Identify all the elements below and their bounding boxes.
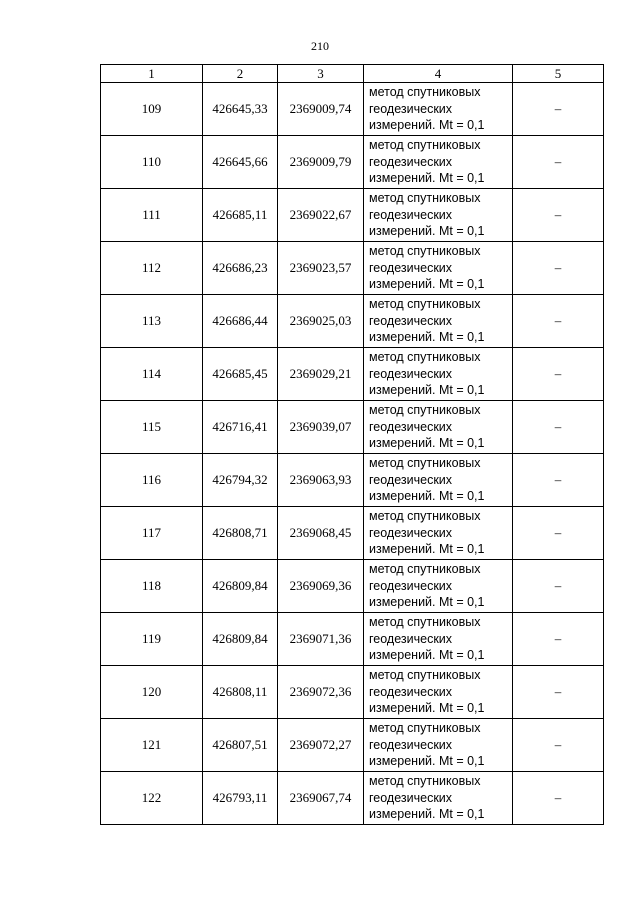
x-coordinate-cell: 426645,66 [203,136,278,189]
x-coordinate-cell: 426809,84 [203,613,278,666]
header-col-3: 3 [278,65,364,83]
header-col-5: 5 [513,65,604,83]
note-cell: – [513,295,604,348]
table-row [101,83,604,136]
x-coordinate-cell: 426794,32 [203,454,278,507]
header-col-4: 4 [364,65,513,83]
header-row [101,65,604,83]
point-number-cell: 118 [101,560,203,613]
x-coordinate-cell: 426808,11 [203,666,278,719]
y-coordinate-cell: 2369069,36 [278,560,364,613]
method-cell: метод спутниковых геодезических измерений. Mt = 0,1 [364,560,513,613]
y-coordinate-cell: 2369022,67 [278,189,364,242]
x-coordinate-cell: 426686,23 [203,242,278,295]
coordinates-table [100,64,604,825]
point-number-cell: 110 [101,136,203,189]
y-coordinate-cell: 2369071,36 [278,613,364,666]
note-cell: – [513,348,604,401]
point-number-cell: 113 [101,295,203,348]
method-cell: метод спутниковых геодезических измерений. Mt = 0,1 [364,242,513,295]
table-row [101,772,604,825]
note-cell: – [513,242,604,295]
note-cell: – [513,560,604,613]
header-col-1: 1 [101,65,203,83]
table-row [101,613,604,666]
y-coordinate-cell: 2369009,79 [278,136,364,189]
header-col-2: 2 [203,65,278,83]
note-cell: – [513,401,604,454]
point-number-cell: 122 [101,772,203,825]
method-cell: метод спутниковых геодезических измерений. Mt = 0,1 [364,772,513,825]
x-coordinate-cell: 426793,11 [203,772,278,825]
x-coordinate-cell: 426685,11 [203,189,278,242]
point-number-cell: 116 [101,454,203,507]
point-number-cell: 115 [101,401,203,454]
y-coordinate-cell: 2369023,57 [278,242,364,295]
note-cell: – [513,613,604,666]
method-cell: метод спутниковых геодезических измерений. Mt = 0,1 [364,83,513,136]
y-coordinate-cell: 2369063,93 [278,454,364,507]
x-coordinate-cell: 426645,33 [203,83,278,136]
table-row [101,560,604,613]
note-cell: – [513,83,604,136]
method-cell: метод спутниковых геодезических измерений. Mt = 0,1 [364,613,513,666]
note-cell: – [513,772,604,825]
note-cell: – [513,666,604,719]
point-number-cell: 121 [101,719,203,772]
x-coordinate-cell: 426809,84 [203,560,278,613]
method-cell: метод спутниковых геодезических измерений. Mt = 0,1 [364,666,513,719]
y-coordinate-cell: 2369068,45 [278,507,364,560]
table-row [101,666,604,719]
x-coordinate-cell: 426716,41 [203,401,278,454]
note-cell: – [513,719,604,772]
point-number-cell: 114 [101,348,203,401]
point-number-cell: 111 [101,189,203,242]
table-row [101,242,604,295]
method-cell: метод спутниковых геодезических измерений. Mt = 0,1 [364,189,513,242]
table-body [101,83,604,825]
y-coordinate-cell: 2369009,74 [278,83,364,136]
method-cell: метод спутниковых геодезических измерений. Mt = 0,1 [364,507,513,560]
table-row [101,189,604,242]
table-header [101,65,604,83]
method-cell: метод спутниковых геодезических измерений. Mt = 0,1 [364,454,513,507]
point-number-cell: 117 [101,507,203,560]
table-row [101,136,604,189]
table-row [101,348,604,401]
note-cell: – [513,507,604,560]
table-row [101,454,604,507]
method-cell: метод спутниковых геодезических измерений. Mt = 0,1 [364,348,513,401]
note-cell: – [513,189,604,242]
x-coordinate-cell: 426686,44 [203,295,278,348]
y-coordinate-cell: 2369067,74 [278,772,364,825]
point-number-cell: 112 [101,242,203,295]
x-coordinate-cell: 426685,45 [203,348,278,401]
x-coordinate-cell: 426807,51 [203,719,278,772]
table-row [101,401,604,454]
method-cell: метод спутниковых геодезических измерений. Mt = 0,1 [364,136,513,189]
note-cell: – [513,136,604,189]
method-cell: метод спутниковых геодезических измерений. Mt = 0,1 [364,401,513,454]
y-coordinate-cell: 2369025,03 [278,295,364,348]
point-number-cell: 109 [101,83,203,136]
point-number-cell: 119 [101,613,203,666]
page-number: 210 [311,39,329,53]
method-cell: метод спутниковых геодезических измерений. Mt = 0,1 [364,719,513,772]
y-coordinate-cell: 2369072,36 [278,666,364,719]
table-row [101,295,604,348]
point-number-cell: 120 [101,666,203,719]
y-coordinate-cell: 2369029,21 [278,348,364,401]
y-coordinate-cell: 2369039,07 [278,401,364,454]
table-row [101,507,604,560]
y-coordinate-cell: 2369072,27 [278,719,364,772]
table-row [101,719,604,772]
note-cell: – [513,454,604,507]
x-coordinate-cell: 426808,71 [203,507,278,560]
method-cell: метод спутниковых геодезических измерений. Mt = 0,1 [364,295,513,348]
